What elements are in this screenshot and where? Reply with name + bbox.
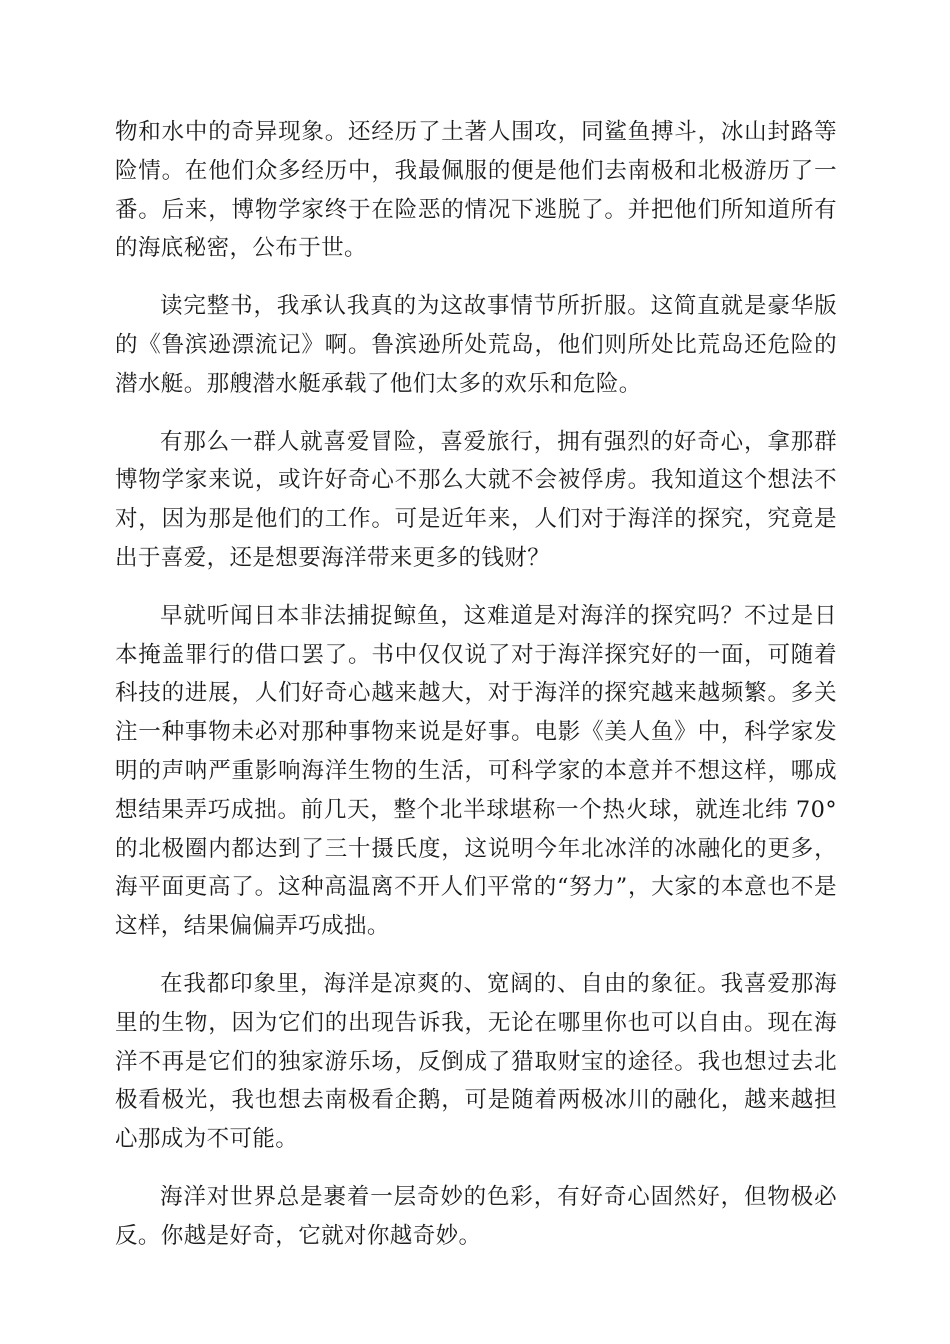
paragraph-3: 有那么一群人就喜爱冒险，喜爱旅行，拥有强烈的好奇心，拿那群博物学家来说，或许好奇心不那么大就不会被俘虏。我知道这个想法不对，因为那是他们的工作。可是近年来，人们对于海洋的探究，究竟是出于喜爱，还是想要海洋带来更多的钱财？ [115,428,837,571]
paragraph-2: 读完整书，我承认我真的为这故事情节所折服。这简直就是豪华版的《鲁滨逊漂流记》啊。鲁滨逊所处荒岛，他们则所处比荒岛还危险的潜水艇。那艘潜水艇承载了他们太多的欢乐和危险。 [115,293,837,397]
paragraph-6: 海洋对世界总是裹着一层奇妙的色彩，有好奇心固然好，但物极必反。你越是好奇，它就对你越奇妙。 [115,1183,837,1249]
paragraph-5: 在我都印象里，海洋是凉爽的、宽阔的、自由的象征。我喜爱那海里的生物，因为它们的出现告诉我，无论在哪里你也可以自由。现在海洋不再是它们的独家游乐场，反倒成了猎取财宝的途径。我也想过去北极看极光，我也想去南极看企鹅，可是随着两极冰川的融化，越来越担心那成为不可能。 [115,970,837,1153]
paragraph-4: 早就听闻日本非法捕捉鲸鱼，这难道是对海洋的探究吗？不过是日本掩盖罪行的借口罢了。书中仅仅说了对于海洋探究好的一面，可随着科技的进展，人们好奇心越来越大，对于海洋的探究越来越频繁。多关注一种事物未必对那种事物来说是好事。电影《美人鱼》中，科学家发明的声呐严重影响海洋生物的生活，可科学家的本意并不想这样，哪成想结果弄巧成拙。前几天，整个北半球堪称一个热火球，就连北纬 70° 的北极圈内都达到了三十摄氏度，这说明今年北冰洋的冰融化的更多，海平面更高了。这种高温离不开人们平常的“努力”，大家的本意也不是这样，结果偏偏弄巧成拙。 [115,602,837,940]
document-body [115,113,837,1275]
paragraph-1: 物和水中的奇异现象。还经历了土著人围攻，同鲨鱼搏斗，冰山封路等险情。在他们众多经历中，我最佩服的便是他们去南极和北极游历了一番。后来，博物学家终于在险恶的情况下逃脱了。并把他们所知道所有的海底秘密，公布于世。 [115,119,837,262]
